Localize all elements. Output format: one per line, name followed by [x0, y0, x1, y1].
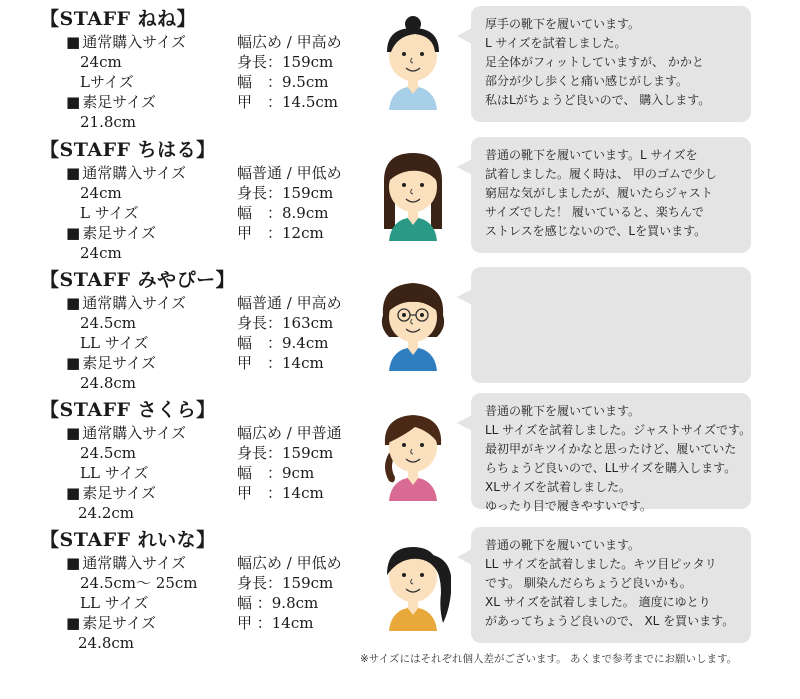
purchase-size-letter: Lサイズ	[80, 73, 134, 91]
barefoot-size-value: 24.8cm	[80, 374, 137, 392]
purchase-size-cm: 24cm	[80, 184, 122, 202]
comment-text	[485, 15, 743, 110]
comment-line: 試着しました。履く時は、 甲のゴムで少し	[485, 167, 717, 181]
instep-value: 甲 ：12cm	[237, 224, 324, 242]
comment-line: らちょうど良いので、LLサイズを購入します。	[485, 461, 737, 475]
barefoot-size-label: ■ 素足サイズ	[66, 223, 156, 243]
foot-type: 幅広め / 甲高め	[237, 33, 342, 51]
comment-text	[485, 402, 752, 516]
instep-value: 甲 ：14cm	[237, 354, 324, 372]
staff-section	[0, 263, 800, 391]
staff-section	[0, 523, 800, 651]
comment-line: LL サイズを試着しました。キツ目ピッタリ	[485, 557, 717, 571]
comment-bubble	[471, 393, 752, 513]
comment-line: 窮屈な気がしましたが、履いたらジャスト	[485, 186, 713, 200]
foot-width-value: 幅 ：9.4cm	[237, 334, 329, 352]
foot-type: 幅普通 / 甲低め	[237, 164, 342, 182]
comment-line: ゆったり目で履きやすいです。	[485, 499, 652, 513]
barefoot-size-label: ■ 素足サイズ	[66, 353, 156, 373]
purchase-size-cm: 24.5cm	[80, 444, 137, 462]
instep-value: 甲 ：14cm	[237, 484, 324, 502]
purchase-size-label: ■ 通常購入サイズ	[66, 163, 186, 183]
foot-type: 幅普通 / 甲高め	[237, 294, 342, 312]
barefoot-size-label: ■ 素足サイズ	[66, 613, 156, 633]
staff-name-title: 【STAFF れいな】	[40, 529, 216, 551]
comment-line: 普通の靴下を履いています。L サイズを	[485, 148, 698, 162]
purchase-size-label: ■ 通常購入サイズ	[66, 293, 186, 313]
purchase-size-cm: 24cm	[80, 53, 122, 71]
comment-line: 私はLがちょうど良いので、 購入します。	[485, 93, 711, 107]
comment-line: 最初甲がキツイかなと思ったけど、履いていた	[485, 442, 737, 456]
purchase-size-label: ■ 通常購入サイズ	[66, 32, 186, 52]
foot-width-value: 幅 ：9.5cm	[237, 73, 329, 91]
comment-line: XLサイズを試着しました。	[485, 480, 631, 494]
comment-line: です。 馴染んだらちょうど良いかも。	[485, 576, 692, 590]
purchase-size-letter: LL サイズ	[80, 594, 149, 612]
comment-line: 足全体がフィットしていますが、 かかと	[485, 55, 704, 69]
barefoot-size-value: 24cm	[80, 244, 122, 262]
comment-line: サイズでした！ 履いていると、楽ちんで	[485, 205, 704, 219]
barefoot-size-label: ■ 素足サイズ	[66, 483, 156, 503]
staff-avatar	[375, 531, 451, 631]
foot-type: 幅広め / 甲普通	[237, 424, 342, 442]
foot-width-value: 幅 ：9cm	[237, 464, 315, 482]
comment-bubble	[471, 267, 751, 383]
height-value: 身長：159cm	[237, 53, 334, 71]
comment-text	[485, 146, 743, 241]
height-value: 身長：159cm	[237, 444, 334, 462]
comment-line: 普通の靴下を履いています。	[485, 538, 641, 552]
comment-line: 厚手の靴下を履いています。	[485, 17, 641, 31]
instep-value: 甲 ：14.5cm	[237, 93, 339, 111]
comment-text	[485, 536, 743, 631]
height-value: 身長：159cm	[237, 184, 334, 202]
purchase-size-letter: LL サイズ	[80, 464, 149, 482]
purchase-size-label: ■ 通常購入サイズ	[66, 553, 186, 573]
staff-avatar	[375, 141, 451, 241]
instep-value: 甲 ：14cm	[237, 614, 314, 632]
foot-type: 幅広め / 甲低め	[237, 554, 342, 572]
purchase-size-letter: LL サイズ	[80, 334, 149, 352]
comment-line: 部分が少し歩くと痛い感じがします。	[485, 74, 689, 88]
footnote: ※サイズにはそれぞれ個人差がございます。 あくまで参考までにお願いします。	[360, 653, 738, 665]
barefoot-size-value: 24.2cm	[78, 504, 135, 522]
staff-avatar	[375, 271, 451, 371]
staff-name-title: 【STAFF ねね】	[40, 8, 197, 30]
comment-bubble	[471, 527, 751, 643]
foot-width-value: 幅 ：9.8cm	[237, 594, 319, 612]
comment-line: 普通の靴下を履いています。	[485, 404, 641, 418]
comment-bubble	[471, 6, 751, 122]
staff-name-title: 【STAFF みやぴー】	[40, 269, 236, 291]
comment-line: があってちょうど良いので、 XL を買います。	[485, 614, 735, 628]
purchase-size-cm: 24.5cm	[80, 314, 137, 332]
staff-avatar	[375, 10, 451, 110]
purchase-size-letter: L サイズ	[80, 204, 139, 222]
staff-name-title: 【STAFF ちはる】	[40, 139, 216, 161]
comment-bubble	[471, 137, 751, 253]
barefoot-size-value: 24.8cm	[78, 634, 135, 652]
staff-section	[0, 393, 800, 521]
comment-line: ストレスを感じないので、Lを買います。	[485, 224, 707, 238]
staff-name-title: 【STAFF さくら】	[40, 399, 216, 421]
barefoot-size-value: 21.8cm	[80, 113, 137, 131]
comment-line: XL サイズを試着しました。 適度にゆとり	[485, 595, 711, 609]
height-value: 身長：163cm	[237, 314, 334, 332]
purchase-size-label: ■ 通常購入サイズ	[66, 423, 186, 443]
height-value: 身長：159cm	[237, 574, 334, 592]
foot-width-value: 幅 ：8.9cm	[237, 204, 329, 222]
purchase-size-cm: 24.5cm～ 25cm	[80, 574, 198, 592]
staff-section	[0, 2, 800, 130]
comment-line: LL サイズを試着しました。ジャストサイズです。	[485, 423, 752, 437]
staff-section	[0, 133, 800, 261]
comment-line: L サイズを試着しました。	[485, 36, 627, 50]
barefoot-size-label: ■ 素足サイズ	[66, 92, 156, 112]
staff-avatar	[375, 401, 451, 501]
